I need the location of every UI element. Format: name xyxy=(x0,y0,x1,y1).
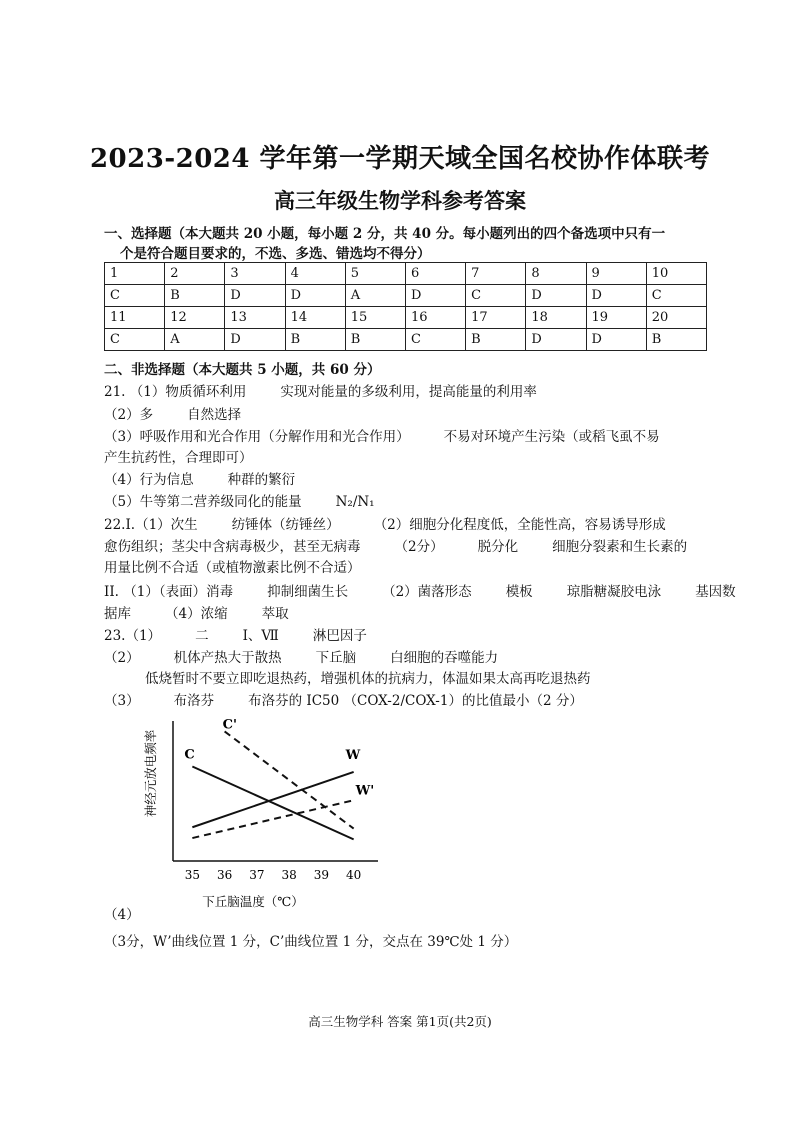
q22-4d: 模板 xyxy=(505,584,533,600)
q22-4f: 基因数 xyxy=(695,584,736,600)
answer-table-cell: 1 xyxy=(105,263,165,285)
answer-table-cell: B xyxy=(646,329,706,351)
answer-table-cell: 18 xyxy=(526,307,586,329)
section1-heading-cont: 个是符合题目要求的，不选、多选、错选均不得分） xyxy=(120,246,431,262)
q22-5a: 据库 xyxy=(104,606,131,622)
q21-2a: （2）多 xyxy=(104,407,154,423)
series-label-c: C xyxy=(184,747,195,763)
q22-1b: 纺锤体（纺锤丝） xyxy=(231,517,340,533)
q21-line2 xyxy=(104,403,241,423)
section2-heading: 二、非选择题（本大题共 5 小题，共 60 分） xyxy=(104,362,381,378)
answer-table-cell: C xyxy=(646,285,706,307)
answer-table-cell: 15 xyxy=(345,307,405,329)
answer-table-cell: 5 xyxy=(345,263,405,285)
q21-line5 xyxy=(104,468,295,488)
x-tick-label: 37 xyxy=(249,868,265,882)
q23-2b: 机体产热大于散热 xyxy=(173,650,282,666)
answer-table-cell: 8 xyxy=(526,263,586,285)
q22-2d: 细胞分裂素和生长素的 xyxy=(552,539,688,555)
q22-1a: 22.Ⅰ.（1）次生 xyxy=(104,517,198,533)
q23-1b: 二 xyxy=(195,628,209,644)
exam-title: 2023-2024 学年第一学期天域全国名校协作体联考 xyxy=(89,144,711,174)
q21-5b: 种群的繁衍 xyxy=(227,472,296,488)
q23-4a: （3） xyxy=(104,693,140,709)
y-axis-label: 神经元放电频率 xyxy=(143,729,158,818)
series-line-w xyxy=(192,772,353,827)
answer-table-cell: 6 xyxy=(405,263,465,285)
section1-heading: 一、选择题（本大题共 20 小题，每小题 2 分，共 40 分。每小题列出的四个备选项中只有一 xyxy=(104,226,666,242)
answer-table-cell: D xyxy=(225,285,285,307)
answer-table-cell: C xyxy=(105,329,165,351)
x-tick-label: 40 xyxy=(346,868,362,882)
q23-line5: （4） xyxy=(104,907,140,923)
q21-3a: （3）呼吸作用和光合作用（分解作用和光合作用） xyxy=(104,429,410,445)
hypothalamus-temperature-chart xyxy=(140,708,400,913)
answer-table-cell: 12 xyxy=(165,307,225,329)
q22-line2 xyxy=(104,535,687,555)
answer-table-cell: 14 xyxy=(285,307,345,329)
q22-1c: （2）细胞分化程度低，全能性高，容易诱导形成 xyxy=(373,517,666,533)
answer-table-cell: 2 xyxy=(165,263,225,285)
answer-table-cell: D xyxy=(526,285,586,307)
q23-1d: 淋巴因子 xyxy=(312,628,367,644)
answer-table-cell: B xyxy=(466,329,526,351)
q22-2a: 愈伤组织；茎尖中含病毒极少，甚至无病毒 xyxy=(104,539,361,555)
q21-line4: 产生抗药性，合理即可） xyxy=(104,450,253,466)
q23-4b: 布洛芬 xyxy=(173,693,215,709)
answer-table-cell: B xyxy=(345,329,405,351)
answer-table-row xyxy=(105,285,707,307)
answer-table-row xyxy=(105,307,707,329)
q21-3b: 不易对环境产生污染（或稻飞虱不易 xyxy=(443,429,660,445)
answer-table-cell: D xyxy=(285,285,345,307)
q21-5a: （4）行为信息 xyxy=(104,472,194,488)
answer-table-cell: 4 xyxy=(285,263,345,285)
q21-6b: N₂/N₁ xyxy=(335,494,375,510)
answer-table-cell: D xyxy=(586,329,646,351)
q21-1b: 实现对能量的多级利用，提高能量的利用率 xyxy=(280,384,537,400)
answer-table-cell: 19 xyxy=(586,307,646,329)
q23-line3: 低烧暂时不要立即吃退热药，增强机体的抗病力，体温如果太高再吃退热药 xyxy=(145,671,591,687)
q22-2b: （2分） xyxy=(394,539,444,555)
answer-table-cell: C xyxy=(405,329,465,351)
x-axis-label: 下丘脑温度（℃） xyxy=(202,894,304,909)
q23-2a: （2） xyxy=(104,650,140,666)
answer-table-cell: D xyxy=(586,285,646,307)
q22-4c: （2）菌落形态 xyxy=(382,584,472,600)
q22-line3: 用量比例不合适（或植物激素比例不合适） xyxy=(104,560,361,576)
q22-5c: 萃取 xyxy=(261,606,289,622)
q21-6a: （5）牛等第二营养级同化的能量 xyxy=(104,494,302,510)
answer-table-cell: C xyxy=(105,285,165,307)
q23-line4 xyxy=(104,689,583,709)
q21-2b: 自然选择 xyxy=(187,407,242,423)
q21-1a: 21. （1）物质循环利用 xyxy=(104,384,247,400)
q22-4b: 抑制细菌生长 xyxy=(267,584,349,600)
q23-line1 xyxy=(104,624,367,644)
q22-line4 xyxy=(104,580,736,600)
answer-table-cell: 9 xyxy=(586,263,646,285)
x-tick-label: 35 xyxy=(184,868,200,882)
answer-table-cell: 13 xyxy=(225,307,285,329)
answer-table-cell: A xyxy=(345,285,405,307)
answer-table-cell: 16 xyxy=(405,307,465,329)
q22-line1 xyxy=(104,513,666,533)
q23-2d: 白细胞的吞噬能力 xyxy=(390,650,499,666)
q23-2c: 下丘脑 xyxy=(315,650,357,666)
q23-line6: （3分，W’曲线位置 1 分，C’曲线位置 1 分，交点在 39℃处 1 分） xyxy=(104,934,518,950)
answer-table-cell: 3 xyxy=(225,263,285,285)
q23-line2 xyxy=(104,646,498,666)
answer-table-cell: 7 xyxy=(466,263,526,285)
answer-table-cell: D xyxy=(526,329,586,351)
answer-table-cell: 20 xyxy=(646,307,706,329)
q22-4e: 琼脂糖凝胶电泳 xyxy=(566,584,662,600)
q21-line1 xyxy=(104,380,537,400)
answer-table-cell: D xyxy=(405,285,465,307)
q23-1c: Ⅰ、Ⅶ xyxy=(242,628,279,644)
q22-4a: II. （1）（表面）消毒 xyxy=(104,584,234,600)
x-tick-label: 39 xyxy=(313,868,330,882)
answer-table-cell: B xyxy=(165,285,225,307)
answer-table-cell: B xyxy=(285,329,345,351)
q23-4c: 布洛芬的 IC50 （COX-2/COX-1）的比值最小（2 分） xyxy=(248,693,583,709)
choice-answer-table xyxy=(104,262,707,351)
q21-line6 xyxy=(104,490,375,510)
q22-5b: （4）浓缩 xyxy=(165,606,228,622)
series-label-w: W xyxy=(345,747,361,763)
series-line-c xyxy=(192,767,353,840)
page-footer: 高三生物学科 答案 第1页(共2页) xyxy=(308,1014,492,1029)
x-tick-label: 36 xyxy=(216,868,233,882)
answer-table-cell: 17 xyxy=(466,307,526,329)
answer-table-cell: C xyxy=(466,285,526,307)
q22-2c: 脱分化 xyxy=(477,539,519,555)
q22-line5 xyxy=(104,602,289,622)
q21-line3 xyxy=(104,425,660,445)
answer-table-row xyxy=(105,329,707,351)
q23-1a: 23.（1） xyxy=(104,628,162,644)
series-line-c-prime xyxy=(225,731,354,828)
answer-table-cell: 11 xyxy=(105,307,165,329)
answer-table-cell: D xyxy=(225,329,285,351)
answer-table-cell: A xyxy=(165,329,225,351)
x-tick-label: 38 xyxy=(281,868,297,882)
series-label-w-prime: W' xyxy=(355,783,375,799)
answer-table-row xyxy=(105,263,707,285)
series-label-c-prime: C' xyxy=(222,717,237,733)
answer-subtitle: 高三年级生物学科参考答案 xyxy=(274,188,526,213)
answer-table-cell: 10 xyxy=(646,263,706,285)
